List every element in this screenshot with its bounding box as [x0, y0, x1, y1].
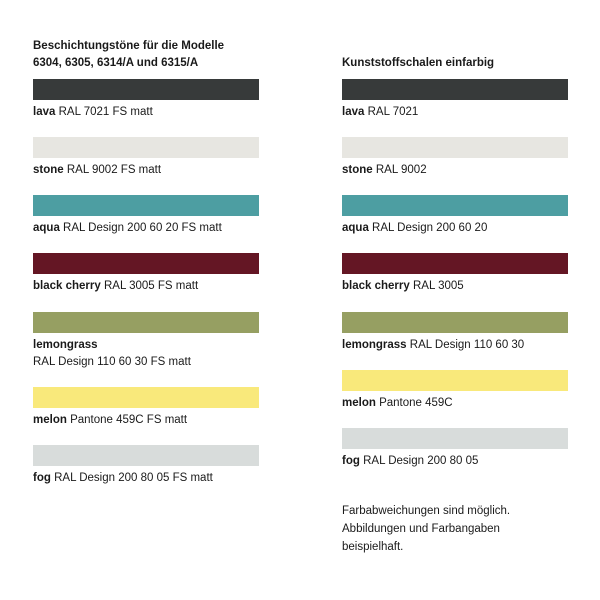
swatch-entry-melon — [33, 387, 259, 429]
color-name: aqua — [342, 222, 369, 234]
color-name: aqua — [33, 222, 60, 234]
swatch-entry-lemongrass — [33, 312, 259, 371]
color-name: melon — [342, 397, 376, 409]
heading-line-2: 6304, 6305, 6314/A und 6315/A — [33, 57, 199, 69]
swatch-entry-fog — [342, 428, 568, 470]
color-swatch-fog — [342, 428, 568, 449]
color-name: lava — [33, 106, 56, 118]
swatch-entry-aqua — [342, 195, 568, 237]
swatch-entry-black-cherry — [33, 253, 259, 295]
color-name: black cherry — [33, 280, 101, 292]
color-spec: RAL 3005 FS matt — [103, 280, 199, 292]
swatch-entry-fog — [33, 445, 259, 487]
color-spec: RAL Design 200 80 05 — [363, 455, 479, 467]
swatch-entry-melon — [342, 370, 568, 412]
color-swatch-melon — [342, 370, 568, 391]
swatch-label — [342, 162, 568, 179]
color-swatch-stone — [342, 137, 568, 158]
swatch-entry-lava — [33, 79, 259, 121]
color-name: lemongrass — [342, 339, 407, 351]
swatch-entry-stone — [342, 137, 568, 179]
coating-colors-heading — [33, 38, 224, 72]
color-spec: RAL 7021 — [367, 106, 419, 118]
swatch-label — [33, 278, 259, 295]
color-swatch-lava — [342, 79, 568, 100]
color-swatch-lemongrass — [342, 312, 568, 333]
note-line-3: beispielhaft. — [342, 541, 404, 553]
swatch-label — [342, 395, 568, 412]
heading-line-1: Beschichtungstöne für die Modelle — [33, 40, 225, 52]
color-spec: RAL 7021 FS matt — [58, 106, 153, 118]
color-swatch-aqua — [33, 195, 259, 216]
color-spec: RAL Design 200 60 20 — [372, 222, 488, 234]
color-swatch-lava — [33, 79, 259, 100]
color-spec: RAL 3005 — [412, 280, 464, 292]
color-name: fog — [342, 455, 360, 467]
swatch-label — [33, 337, 259, 371]
note-line-1: Farbabweichungen sind möglich. — [342, 505, 511, 517]
color-swatch-fog — [33, 445, 259, 466]
swatch-label — [342, 104, 568, 121]
color-name: lava — [342, 106, 365, 118]
swatch-label — [33, 104, 259, 121]
color-name: melon — [33, 414, 67, 426]
color-swatch-lemongrass — [33, 312, 259, 333]
plastic-shells-heading: Kunststoffschalen einfarbig — [342, 57, 495, 69]
color-swatch-black-cherry — [342, 253, 568, 274]
swatch-label — [33, 162, 259, 179]
swatch-entry-aqua — [33, 195, 259, 237]
swatch-entry-lemongrass — [342, 312, 568, 354]
swatch-label — [342, 337, 568, 354]
color-swatch-aqua — [342, 195, 568, 216]
color-spec: Pantone 459C — [379, 397, 453, 409]
color-spec: RAL 9002 — [375, 164, 427, 176]
swatch-label — [33, 220, 259, 237]
swatch-entry-stone — [33, 137, 259, 179]
color-spec: RAL Design 200 80 05 FS matt — [54, 472, 213, 484]
swatch-label — [33, 470, 259, 487]
note-line-2: Abbildungen und Farbangaben — [342, 523, 500, 535]
disclaimer-note — [342, 502, 510, 556]
swatch-label — [33, 412, 259, 429]
swatch-entry-black-cherry — [342, 253, 568, 295]
color-spec: RAL 9002 FS matt — [66, 164, 162, 176]
color-spec: RAL Design 110 60 30 — [409, 339, 525, 351]
swatch-label — [342, 453, 568, 470]
swatch-label — [342, 278, 568, 295]
color-swatch-melon — [33, 387, 259, 408]
color-spec: RAL Design 200 60 20 FS matt — [63, 222, 222, 234]
color-name: black cherry — [342, 280, 410, 292]
swatch-entry-lava — [342, 79, 568, 121]
color-name: stone — [33, 164, 64, 176]
swatch-label — [342, 220, 568, 237]
color-spec: Pantone 459C FS matt — [70, 414, 188, 426]
color-swatch-stone — [33, 137, 259, 158]
color-spec: RAL Design 110 60 30 FS matt — [33, 356, 191, 368]
color-name: lemongrass — [33, 339, 98, 351]
color-name: fog — [33, 472, 51, 484]
color-name: stone — [342, 164, 373, 176]
color-swatch-black-cherry — [33, 253, 259, 274]
